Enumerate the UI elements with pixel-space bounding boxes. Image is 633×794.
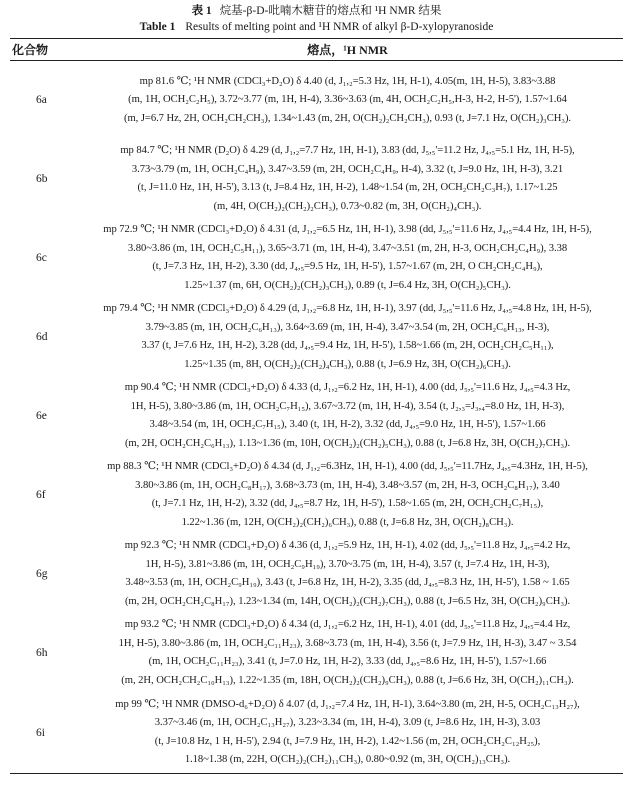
nmr-data-line: mp 99 ℃; ¹H NMR (DMSO-d₆+D₂O) δ 4.07 (d, J₁,₂=7.4 Hz, 1H, H-1), 3.64~3.80 (m, 2H, H-5, OCH₂C₁₃H₂₇), (115, 698, 580, 710)
table-label-chinese: 表 1 (191, 5, 212, 17)
nmr-data-line: 1H, H-5), 3.80~3.86 (m, 1H, OCH₂C₇H₁₅), 3.67~3.72 (m, 1H, H-4), 3.54 (t, J₂,₃=J₃,₄=8.0 Hz, 1H, H-3), (130, 400, 565, 412)
nmr-data-line: 1H, H-5), 3.80~3.86 (m, 1H, OCH₂C₁₁H₂₃), 3.68~3.73 (m, 1H, H-4), 3.56 (t, J=7.9 Hz, 1H, H-3), 3.47 ~ 3.54 (118, 637, 577, 649)
nmr-data-line: 3.73~3.79 (m, 1H, OCH₂C₄H₉), 3.47~3.59 (m, 2H, OCH₂C₄H₉, H-4), 3.32 (t, J=9.0 Hz, 1H, H-3), 3.21 (131, 163, 564, 175)
nmr-data-line: 1.25~1.37 (m, 6H, O(CH₂)₂(CH₂)₃CH₃), 0.89 (t, J=6.4 Hz, 3H, O(CH₂)₅CH₃). (184, 279, 511, 291)
table-row (10, 298, 623, 377)
nmr-data-line: 3.79~3.85 (m, 1H, OCH₂C₆H₁₃), 3.64~3.69 (m, 1H, H-4), 3.47~3.54 (m, 2H, OCH₂C₆H₁₃, H-3), (145, 321, 550, 333)
table-row (10, 456, 623, 535)
compound-id: 6g (36, 568, 48, 580)
nmr-data-line: mp 72.9 ℃; ¹H NMR (CDCl₃+D₂O) δ 4.31 (d, J₁,₂=6.5 Hz, 1H, H-1), 3.98 (dd, J₅,₅'=11.6 Hz, J₄,₅=4.4 Hz, 1H, H-5), (103, 224, 592, 235)
compound-id: 6f (36, 489, 46, 501)
nmr-data-line: 1H, H-5), 3.81~3.86 (m, 1H, OCH₂C₉H₁₉), 3.70~3.75 (m, 1H, H-4), 3.57 (t, J=7.4 Hz, 1H, H-3), (145, 558, 550, 570)
nmr-data-line: (m, 2H, OCH₂CH₂C₆H₁₃), 1.13~1.36 (m, 10H, O(CH₂)₂(CH₂)₅CH₃), 0.88 (t, J=6.8 Hz, 3H, O(CH₂)₇CH₃). (124, 437, 571, 449)
nmr-data-line: mp 90.4 ℃; ¹H NMR (CDCl₃+D₂O) δ 4.33 (d, J₁,₂=6.2 Hz, 1H, H-1), 4.00 (dd, J₅,₅'=11.6 Hz, J₄,₅=4.3 Hz, (124, 382, 571, 393)
table-header-row (10, 39, 623, 61)
nmr-data-line: 1.25~1.35 (m, 8H, O(CH₂)₂(CH₂)₄CH₃), 0.88 (t, J=6.9 Hz, 3H, O(CH₂)₆CH₃). (184, 358, 511, 370)
compound-id: 6b (36, 173, 48, 185)
nmr-data-line: mp 81.6 ℃; ¹H NMR (CDCl₃+D₂O) δ 4.40 (d, J₁,₂=5.3 Hz, 1H, H-1), 4.05(m, 1H, H-5), 3.83~3.88 (139, 75, 556, 87)
table-row (10, 693, 623, 774)
nmr-data-line: 3.80~3.86 (m, 1H, OCH₂C₅H₁₁), 3.65~3.71 (m, 1H, H-4), 3.47~3.51 (m, 2H, H-3, OCH₂CH₂C₄H₉), 3.38 (127, 242, 568, 254)
nmr-data-line: (m, 1H, OCH₂C₂H₅), 3.72~3.77 (m, 1H, H-4), 3.36~3.63 (m, 4H, OCH₂C₂H₅,H-3, H-2, H-5'), 1.57~1.64 (128, 94, 567, 105)
nmr-data-line: (t, J=7.1 Hz, 1H, H-2), 3.32 (dd, J₄,₅=8.7 Hz, 1H, H-5'), 1.58~1.65 (m, 2H, OCH₂CH₂C₇H₁₅), (151, 498, 544, 509)
nmr-data-line: (t, J=11.0 Hz, 1H, H-5'), 3.13 (t, J=8.4 Hz, 1H, H-2), 1.48~1.54 (m, 2H, OCH₂CH₂C₃H₇), 1.17~1.25 (137, 182, 558, 193)
nmr-data-cell (72, 456, 623, 535)
nmr-data-line: mp 84.7 ℃; ¹H NMR (D₂O) δ 4.29 (d, J₁,₂=7.7 Hz, 1H, H-1), 3.83 (dd, J₅,₅'=11.2 Hz, J₄,₅=5.1 Hz, 1H, H-5), (120, 145, 575, 156)
nmr-data-line: 3.80~3.86 (m, 1H, OCH₂C₈H₁₇), 3.68~3.73 (m, 1H, H-4), 3.48~3.57 (m, 2H, H-3, OCH₂C₈H₁₇), 3.40 (135, 479, 560, 491)
table-row (10, 219, 623, 298)
compound-id: 6a (36, 94, 47, 107)
table-label-english: Table 1 (139, 21, 176, 33)
nmr-data-line: mp 93.2 ℃; ¹H NMR (CDCl₃+D₂O) δ 4.34 (d, J₁,₂=6.2 Hz, 1H, H-1), 4.01 (dd, J₅,₅'=11.8 Hz, J₄,₅=4.4 Hz, (124, 619, 571, 630)
nmr-data-cell (72, 693, 623, 774)
nmr-data-line: mp 92.3 ℃; ¹H NMR (CDCl₃+D₂O) δ 4.36 (d, J₁,₂=5.9 Hz, 1H, H-1), 4.02 (dd, J₅,₅'=11.8 Hz, J₄,₅=4.2 Hz, (124, 540, 571, 551)
nmr-data-line: 3.48~3.54 (m, 1H, OCH₂C₇H₁₅), 3.40 (t, 1H, H-2), 3.32 (dd, J₄,₅=9.0 Hz, 1H, H-5'), 1.57~1.66 (149, 419, 546, 430)
nmr-data-cell (72, 219, 623, 298)
nmr-data-line: 1.18~1.38 (m, 22H, O(CH₂)₂(CH₂)₁₁CH₃), 0.80~0.92 (m, 3H, O(CH₂)₁₃CH₃). (184, 754, 511, 766)
nmr-data-line: (m, 2H, OCH₂CH₂C₁₀H₁₃), 1.22~1.35 (m, 18H, O(CH₂)₂(CH₂)₉CH₃), 0.88 (t, J=6.6 Hz, 3H, O(CH₂)₁₁CH₃). (121, 674, 574, 686)
nmr-data-line: (m, 4H, O(CH₂)₂(CH₂)₂CH₃), 0.73~0.82 (m, 3H, O(CH₂)₄CH₃). (213, 200, 482, 212)
nmr-data-cell (72, 61, 623, 140)
table-row (10, 614, 623, 693)
table-caption-english (10, 19, 623, 35)
nmr-data-line: mp 79.4 ℃; ¹H NMR (CDCl₃+D₂O) δ 4.29 (d, J₁,₂=6.8 Hz, 1H, H-1), 3.97 (dd, J₅,₅'=11.6 Hz, J₄,₅=4.8 Hz, 1H, H-5), (103, 303, 592, 314)
nmr-data-cell (72, 140, 623, 219)
compound-id: 6c (36, 252, 47, 264)
table-title-english: Results of melting point and ¹H NMR of alkyl β-D-xylopyranoside (185, 21, 494, 33)
table-title-chinese: 烷基-β-D-吡喃木糖苷的熔点和 ¹H NMR 结果 (219, 5, 442, 17)
nmr-data-cell (72, 614, 623, 693)
nmr-data-line: (m, 1H, OCH₂C₁₁H₂₃), 3.41 (t, J=7.0 Hz, 1H, H-2), 3.33 (dd, J₄,₅=8.6 Hz, 1H, H-5'), 1.57~1.66 (148, 656, 547, 667)
table-row (10, 61, 623, 140)
nmr-data-line: 3.48~3.53 (m, 1H, OCH₂C₉H₁₉), 3.43 (t, J=6.8 Hz, 1H, H-2), 3.35 (dd, J₄,₅=8.3 Hz, 1H, H-5'), 1.58 ~ 1.65 (125, 577, 570, 588)
compound-id: 6e (36, 410, 47, 422)
nmr-data-cell (72, 535, 623, 614)
nmr-data-line: 1.22~1.36 (m, 12H, O(CH₂)₂(CH₂)₆CH₃), 0.88 (t, J=6.8 Hz, 3H, O(CH₂)₈CH₃). (181, 516, 514, 528)
results-table (10, 38, 623, 774)
header-data: 熔点，¹H NMR (72, 39, 623, 61)
compound-id: 6h (36, 647, 48, 659)
table-row (10, 140, 623, 219)
header-compound: 化合物 (10, 39, 72, 61)
nmr-data-line: (m, 2H, OCH₂CH₂C₈H₁₇), 1.23~1.34 (m, 14H, O(CH₂)₂(CH₂)₇CH₃), 0.88 (t, J=6.5 Hz, 3H, O(CH₂)₉CH₃). (124, 595, 571, 607)
table-body (10, 61, 623, 774)
table-row (10, 377, 623, 456)
compound-id: 6d (36, 331, 48, 343)
nmr-data-line: 3.37~3.46 (m, 1H, OCH₂C₁₃H₂₇), 3.23~3.34 (m, 1H, H-4), 3.09 (t, J=8.6 Hz, 1H, H-3), 3.03 (154, 717, 541, 729)
nmr-data-line: (t, J=7.3 Hz, 1H, H-2), 3.30 (dd, J₄,₅=9.5 Hz, 1H, H-5'), 1.57~1.67 (m, 2H, O CH₂CH₂C₄H₉), (152, 261, 543, 272)
nmr-data-line: (m, J=6.7 Hz, 2H, OCH₂CH₂CH₃), 1.34~1.43 (m, 2H, O(CH₂)₂CH₂CH₃), 0.93 (t, J=7.1 Hz, O(CH₂)₃CH₃). (123, 112, 572, 124)
nmr-data-line: (t, J=10.8 Hz, 1 H, H-5'), 2.94 (t, J=7.9 Hz, 1H, H-2), 1.42~1.56 (m, 2H, OCH₂CH₂C₁₂H₂₅), (154, 735, 541, 747)
compound-id: 6i (10, 693, 72, 774)
nmr-data-cell (72, 377, 623, 456)
nmr-data-cell (72, 298, 623, 377)
table-caption-chinese (10, 3, 623, 19)
nmr-data-line: mp 88.3 ℃; ¹H NMR (CDCl₃+D₂O) δ 4.34 (d, J₁,₂=6.3Hz, 1H, H-1), 4.00 (dd, J₅,₅'=11.7Hz, J₄,₅=4.3Hz, 1H, H-5), (107, 461, 588, 472)
table-row (10, 535, 623, 614)
nmr-data-line: 3.37 (t, J=7.6 Hz, 1H, H-2), 3.28 (dd, J₄,₅=9.4 Hz, 1H, H-5'), 1.58~1.66 (m, 2H, OCH₂CH₂C₅H₁₁), (141, 340, 554, 351)
